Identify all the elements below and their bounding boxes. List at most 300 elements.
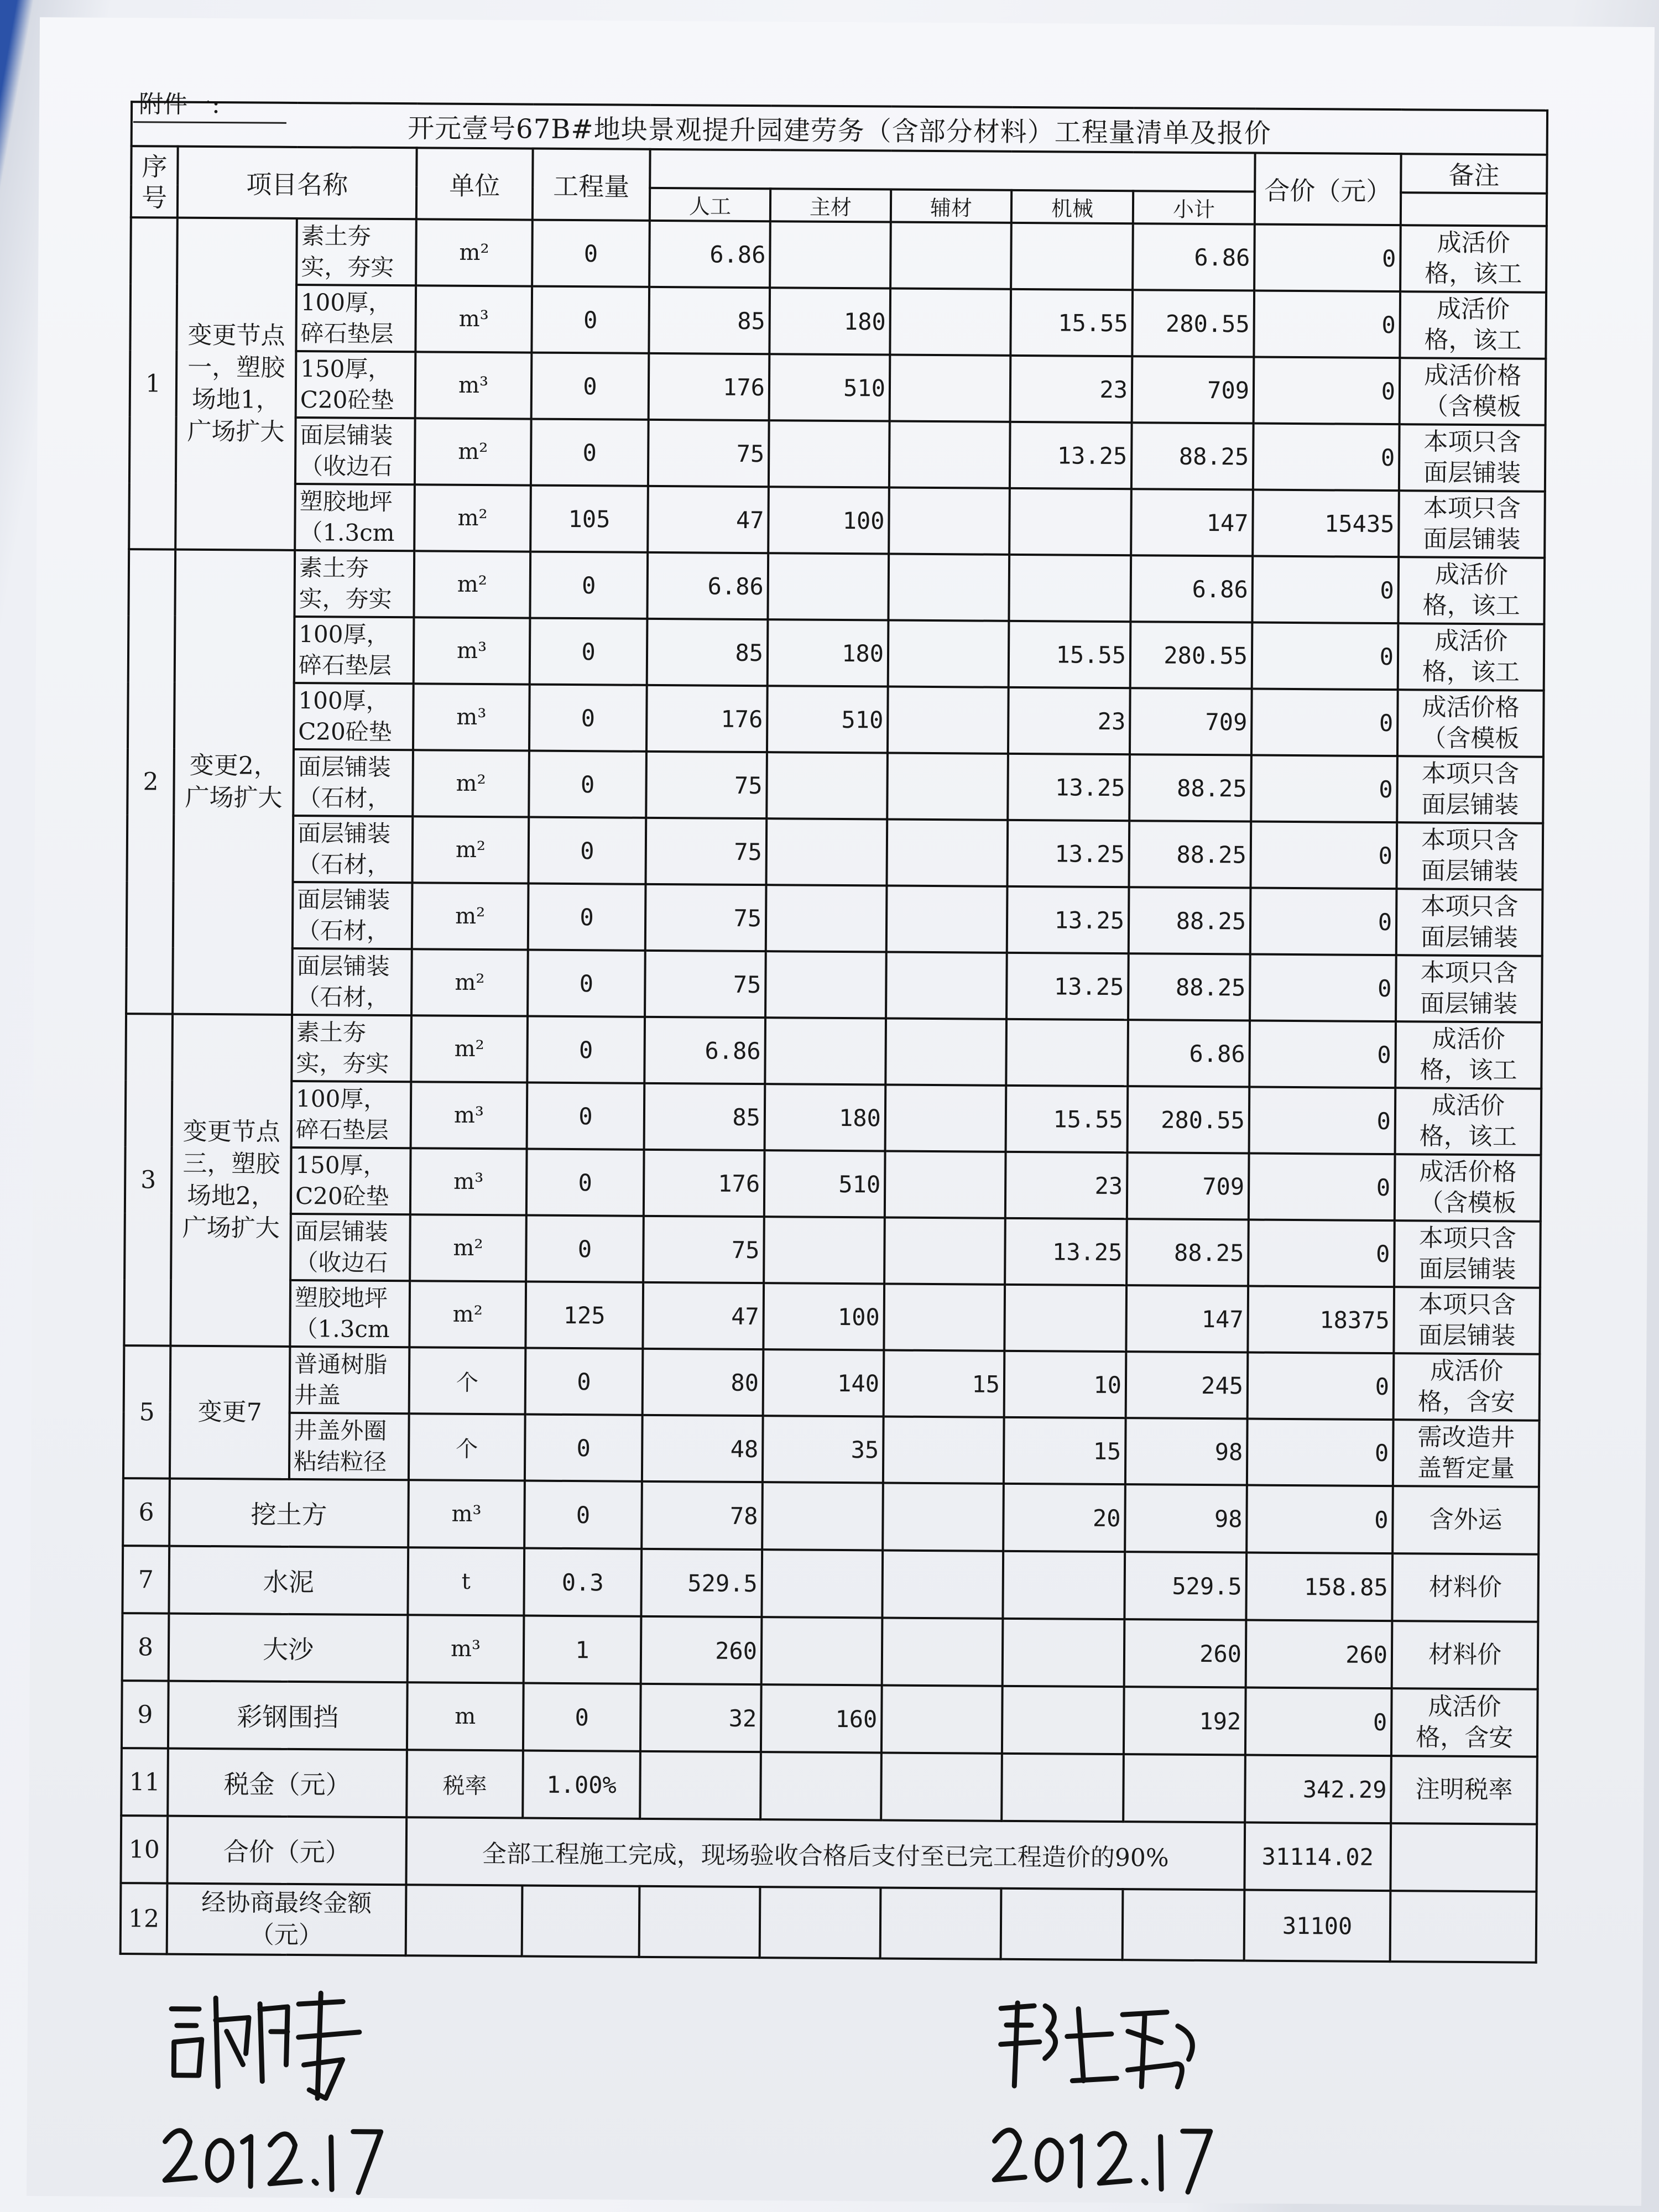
- item-name-cell: 普通树脂 井盖: [290, 1347, 410, 1413]
- labor-cell: 176: [649, 353, 770, 420]
- unit-cell: m²: [412, 883, 529, 950]
- main-material-cell: [766, 818, 888, 885]
- blank-cell: [1001, 1888, 1123, 1960]
- total-cell: 0: [1249, 1021, 1396, 1088]
- blank-cell: [1001, 1754, 1124, 1822]
- blank-cell: [406, 1885, 523, 1956]
- remark-cell: 成活价 格，该工: [1398, 623, 1545, 691]
- labor-cell: 48: [642, 1415, 763, 1482]
- remark-cell: 成活价格 （含模板: [1395, 1154, 1541, 1222]
- subtotal-cell: 98: [1125, 1484, 1247, 1552]
- total-cell: 0: [1245, 1687, 1392, 1756]
- subtotal-cell: 245: [1126, 1352, 1248, 1418]
- table-row: [123, 1412, 1540, 1487]
- machine-cell: 15: [1004, 1417, 1126, 1484]
- seq-cell: 7: [122, 1546, 169, 1614]
- subtotal-cell: 98: [1125, 1418, 1248, 1485]
- labor-cell: 47: [648, 486, 769, 553]
- unit-cell: m³: [410, 1148, 527, 1215]
- machine-cell: 15.55: [1010, 289, 1133, 356]
- labor-cell: 80: [643, 1349, 764, 1416]
- main-material-cell: [765, 1018, 886, 1084]
- item-name-cell: 150厚， C20砼垫: [296, 351, 416, 418]
- table-row: [130, 350, 1546, 425]
- table-row: [122, 1546, 1538, 1622]
- seq-cell: 9: [122, 1681, 169, 1749]
- aux-material-cell: [882, 1618, 1003, 1686]
- aux-material-cell: 15: [884, 1350, 1005, 1417]
- qty-cell: 1: [524, 1616, 641, 1684]
- table-row: [129, 483, 1545, 558]
- labor-cell: 6.86: [647, 552, 768, 619]
- blank-cell: [1123, 1754, 1245, 1822]
- signature-right-handwriting: [989, 1992, 1211, 2104]
- unit-cell: 个: [409, 1347, 526, 1414]
- unit-cell: m³: [408, 1480, 525, 1548]
- seq-cell: 8: [122, 1613, 169, 1681]
- unit-cell: m²: [411, 1015, 528, 1082]
- blank-cell: [760, 1887, 881, 1958]
- aux-material-cell: [888, 620, 1009, 687]
- qty-cell: 0: [524, 1481, 642, 1549]
- item-name-cell: 面层铺装 （收边石: [290, 1214, 410, 1281]
- machine-cell: 23: [1005, 1152, 1128, 1219]
- subtotal-cell: 147: [1131, 489, 1253, 556]
- item-name-cell: 素土夯 实，夯实: [294, 550, 414, 617]
- total-cell: 0: [1249, 1087, 1396, 1155]
- aux-material-cell: [890, 222, 1011, 289]
- qty-cell: 0: [529, 685, 647, 752]
- paper-sheet: [27, 17, 1655, 2206]
- header-row: [131, 146, 1547, 194]
- qty-cell: 0.3: [524, 1548, 641, 1616]
- labor-cell: 529.5: [641, 1549, 762, 1617]
- machine-cell: [1009, 488, 1131, 555]
- tax-row: [121, 1748, 1537, 1824]
- table-row: [129, 416, 1546, 492]
- item-name-cell: 面层铺装 （收边石: [295, 418, 415, 484]
- total-cell: 0: [1250, 888, 1397, 956]
- subtotal-cell: 88.25: [1128, 953, 1250, 1020]
- table-row: [126, 1014, 1542, 1089]
- machine-cell: [1003, 1551, 1125, 1619]
- group-name-cell: 变更7: [170, 1346, 290, 1479]
- qty-cell: 0: [528, 884, 646, 951]
- blank-cell: [522, 1886, 640, 1957]
- title-row: [132, 102, 1548, 155]
- aux-material-cell: [881, 1685, 1003, 1753]
- unit-cell: m³: [413, 684, 530, 750]
- table-row: [127, 748, 1543, 823]
- header-main_mat: 主材: [770, 189, 891, 222]
- tax-rate-value: 1.00%: [523, 1751, 640, 1819]
- unit-cell: 个: [409, 1413, 525, 1480]
- machine-cell: [1006, 1019, 1128, 1086]
- total-cell: 0: [1247, 1419, 1394, 1486]
- unit-cell: m²: [413, 750, 529, 817]
- item-name-cell: 面层铺装 （石材，: [293, 882, 413, 949]
- main-material-cell: [762, 1482, 883, 1550]
- remark-cell: 成活价 格，含安: [1391, 1688, 1538, 1757]
- aux-material-cell: [882, 1550, 1003, 1618]
- subtotal-cell: 6.86: [1128, 1020, 1250, 1087]
- main-material-cell: [761, 1550, 883, 1618]
- item-name-cell: 彩钢围挡: [168, 1681, 408, 1750]
- unit-cell: t: [408, 1547, 524, 1615]
- unit-cell: m²: [416, 219, 533, 286]
- final-label: 经协商最终金额 （元）: [167, 1884, 406, 1956]
- labor-cell: 32: [640, 1684, 761, 1752]
- table-row: [124, 1213, 1541, 1288]
- item-name-cell: 素土夯 实，夯实: [296, 218, 416, 285]
- aux-material-cell: [889, 488, 1010, 555]
- total-cell: 0: [1252, 556, 1399, 624]
- total-cell: 18375: [1248, 1286, 1394, 1354]
- total-cell: 0: [1250, 954, 1396, 1022]
- item-name-cell: 水泥: [169, 1546, 408, 1615]
- main-material-cell: [766, 752, 888, 819]
- qty-cell: 0: [526, 1215, 644, 1282]
- total-cell: 0: [1251, 689, 1398, 757]
- table-row: [124, 1345, 1540, 1421]
- total-cell: 0: [1254, 225, 1401, 292]
- aux-material-cell: [884, 1217, 1005, 1284]
- total-cell: 0: [1252, 623, 1399, 690]
- remark-cell: 本项只含 面层铺装: [1394, 1220, 1541, 1288]
- main-material-cell: 100: [768, 487, 889, 554]
- labor-cell: 176: [644, 1150, 765, 1217]
- qty-cell: 0: [532, 220, 650, 287]
- remark-cell: 本项只含 面层铺装: [1399, 424, 1546, 492]
- labor-cell: 75: [645, 951, 766, 1018]
- qty-cell: 0: [529, 817, 646, 884]
- aux-material-cell: [886, 886, 1008, 953]
- qty-cell: 0: [527, 1083, 645, 1150]
- machine-cell: 15.55: [1006, 1086, 1128, 1152]
- qty-cell: 0: [531, 419, 649, 486]
- labor-cell: 75: [643, 1216, 764, 1283]
- main-material-cell: [770, 221, 891, 288]
- date-left: [159, 2120, 381, 2200]
- qty-cell: 0: [525, 1348, 643, 1415]
- remark-cell: 本项只含 面层铺装: [1396, 889, 1543, 956]
- subtotal-cell: 280.55: [1132, 290, 1254, 357]
- aux-material-cell: [886, 820, 1008, 886]
- header-name: 项目名称: [178, 147, 417, 220]
- total-cell: 15435: [1253, 490, 1399, 557]
- remark-cell: 本项只含 面层铺装: [1397, 756, 1543, 823]
- remark-cell: 成活价 格，该工: [1400, 225, 1547, 293]
- unit-cell: m²: [415, 418, 531, 485]
- table-row: [122, 1681, 1538, 1757]
- total-cell: 0: [1254, 357, 1400, 425]
- unit-cell: m³: [411, 1082, 528, 1149]
- item-name-cell: 100厚， C20砼垫: [294, 683, 414, 750]
- main-material-cell: 160: [761, 1684, 882, 1752]
- item-name-cell: 素土夯 实，夯实: [291, 1015, 411, 1082]
- labor-cell: 75: [646, 752, 767, 818]
- labor-cell: 85: [649, 287, 770, 354]
- subtotal-cell: 6.86: [1133, 223, 1255, 290]
- qty-cell: 0: [531, 286, 649, 353]
- aux-material-cell: [888, 554, 1009, 621]
- blank-cell: [640, 1751, 761, 1819]
- total-cell: 0: [1250, 822, 1397, 889]
- aux-material-cell: [885, 1151, 1006, 1218]
- machine-cell: [1009, 555, 1131, 622]
- item-name-cell: 面层铺装 （石材，: [293, 816, 413, 883]
- qty-cell: 0: [531, 353, 649, 420]
- total-cell: 0: [1246, 1485, 1393, 1554]
- attachment-label: 附件一:: [139, 84, 220, 120]
- blank-cell: [1390, 1891, 1537, 1963]
- qty-cell: 0: [530, 552, 648, 619]
- date-left-handwriting: [159, 2120, 381, 2198]
- subtotal-cell: 6.86: [1130, 555, 1253, 622]
- main-material-cell: [768, 553, 889, 620]
- item-name-cell: 塑胶地坪 （1.3cm: [295, 484, 415, 551]
- total-cell: 0: [1248, 1353, 1394, 1420]
- unit-cell: m²: [414, 484, 531, 551]
- machine-cell: 20: [1003, 1484, 1125, 1552]
- subtotal-cell: 88.25: [1129, 887, 1251, 954]
- header-subtotal: 小计: [1133, 191, 1255, 224]
- sum-row: [121, 1815, 1537, 1892]
- total-cell: 0: [1251, 755, 1397, 823]
- main-material-cell: 510: [769, 354, 890, 421]
- remark-cell: 成活价 格，该工: [1400, 291, 1546, 359]
- labor-cell: 47: [643, 1282, 764, 1349]
- machine-cell: [1004, 1285, 1126, 1352]
- aux-material-cell: [890, 289, 1011, 356]
- seq-cell: 11: [121, 1748, 168, 1816]
- seq-cell: 1: [129, 217, 178, 550]
- header-remark-blank: [1401, 192, 1547, 226]
- machine-cell: 15.55: [1009, 621, 1131, 688]
- subtotal-cell: 529.5: [1124, 1552, 1246, 1620]
- aux-material-cell: [886, 952, 1007, 1019]
- qty-cell: 0: [525, 1415, 643, 1481]
- unit-cell: m²: [410, 1214, 526, 1281]
- machine-cell: 13.25: [1005, 1218, 1127, 1285]
- header-qty: 工程量: [533, 149, 650, 221]
- quotation-table: [119, 101, 1549, 1964]
- labor-cell: 75: [645, 884, 766, 951]
- aux-material-cell: [887, 753, 1008, 820]
- aux-material-cell: [885, 1084, 1006, 1151]
- unit-cell: m³: [414, 617, 530, 684]
- item-name-cell: 井盖外圈 粘结粒径: [289, 1413, 409, 1480]
- date-right-handwriting: [989, 2119, 1211, 2198]
- header-machine: 机械: [1011, 190, 1133, 223]
- aux-material-cell: [888, 687, 1009, 754]
- machine-cell: 13.25: [1007, 886, 1129, 953]
- item-name-cell: 100厚， 碎石垫层: [291, 1081, 411, 1148]
- seq-cell: 3: [124, 1014, 173, 1346]
- labor-cell: 85: [647, 619, 768, 686]
- aux-material-cell: [885, 1018, 1006, 1085]
- qty-cell: 125: [525, 1282, 643, 1349]
- subtotal-cell: 709: [1130, 688, 1252, 755]
- subtotal-cell: 192: [1124, 1687, 1246, 1755]
- labor-cell: 75: [646, 818, 767, 885]
- seq-cell: 10: [121, 1815, 168, 1884]
- item-name-cell: 面层铺装 （石材，: [292, 948, 412, 1015]
- total-cell: 0: [1248, 1220, 1395, 1287]
- qty-cell: 0: [528, 950, 645, 1017]
- total-cell: 158.85: [1246, 1552, 1392, 1621]
- remark-cell: 本项只含 面层铺装: [1396, 955, 1542, 1022]
- header-remark: 备注: [1401, 154, 1547, 194]
- machine-cell: 10: [1004, 1351, 1126, 1418]
- subtotal-cell: 709: [1127, 1152, 1249, 1219]
- unit-cell: m³: [408, 1615, 524, 1683]
- labor-cell: 78: [641, 1481, 763, 1550]
- subtotal-cell: 280.55: [1130, 622, 1253, 688]
- aux-material-cell: [890, 355, 1011, 422]
- table-row: [122, 1613, 1538, 1689]
- total-cell: 0: [1254, 291, 1400, 358]
- blank-cell: [881, 1752, 1002, 1820]
- blank-cell: [1123, 1889, 1245, 1960]
- main-material-cell: 510: [767, 686, 888, 753]
- item-name-cell: 大沙: [169, 1614, 408, 1683]
- subtotal-cell: 88.25: [1129, 754, 1251, 821]
- blank-cell: [1390, 1823, 1537, 1892]
- subtotal-cell: 260: [1124, 1619, 1246, 1687]
- unit-cell: m²: [409, 1281, 526, 1348]
- seq-cell: 12: [121, 1883, 168, 1954]
- seq-cell: 5: [123, 1345, 170, 1479]
- unit-cell: m³: [415, 352, 532, 419]
- labor-cell: 85: [644, 1083, 765, 1150]
- machine-cell: 13.25: [1006, 953, 1129, 1020]
- blank-cell: [760, 1752, 881, 1820]
- main-material-cell: [761, 1617, 883, 1685]
- signature-left: [160, 1987, 393, 2112]
- item-name-cell: 150厚， C20砼垫: [291, 1147, 411, 1214]
- final-total: 31100: [1244, 1890, 1391, 1961]
- subtotal-cell: 280.55: [1128, 1086, 1250, 1153]
- payment-terms: 全部工程施工完成，现场验收合格后支付至已完工程造价的90%: [406, 1817, 1245, 1890]
- tax-label: 税金（元）: [168, 1749, 407, 1818]
- remark-cell: 含外运: [1392, 1486, 1539, 1554]
- group-name-cell: 变更节点 一，塑胶 场地1， 广场扩大: [175, 218, 297, 550]
- main-material-cell: [769, 420, 890, 487]
- final-row: [121, 1883, 1537, 1963]
- remark-cell: 本项只含 面层铺装: [1399, 491, 1545, 558]
- header-aux_mat: 辅材: [891, 190, 1011, 223]
- remark-cell: 成活价 格，该工: [1395, 1021, 1542, 1089]
- sum-label: 合价（元）: [167, 1816, 406, 1885]
- total-cell: 0: [1249, 1154, 1395, 1221]
- item-name-cell: 面层铺装 （石材，: [293, 749, 413, 816]
- machine-cell: 13.25: [1008, 754, 1130, 821]
- item-name-cell: 100厚， 碎石垫层: [296, 285, 416, 352]
- qty-cell: 0: [526, 1149, 644, 1216]
- item-name-cell: 挖土方: [169, 1479, 409, 1548]
- header-total: 合价（元）: [1255, 153, 1401, 226]
- machine-cell: 13.25: [1010, 422, 1132, 489]
- unit-cell: m²: [414, 551, 530, 618]
- main-material-cell: 180: [765, 1084, 886, 1151]
- remark-cell: 本项只含 面层铺装: [1394, 1287, 1540, 1354]
- total-cell: 260: [1246, 1620, 1392, 1688]
- table-row: [128, 615, 1545, 691]
- subtotal-cell: 88.25: [1129, 821, 1251, 888]
- labor-cell: 260: [641, 1616, 762, 1684]
- remark-cell: 成活价 格，该工: [1398, 557, 1545, 624]
- machine-cell: [1002, 1686, 1124, 1754]
- tax-rate-label: 税率: [406, 1750, 523, 1818]
- labor-cell: 176: [646, 685, 768, 752]
- item-name-cell: 100厚， 碎石垫层: [294, 617, 414, 684]
- group-name-cell: 变更节点 三，塑胶 场地2， 广场扩大: [170, 1014, 292, 1347]
- subtotal-cell: 709: [1132, 356, 1254, 423]
- remark-cell: 成活价 格，含安: [1394, 1353, 1540, 1421]
- main-material-cell: 140: [763, 1349, 884, 1416]
- table-row: [124, 1279, 1540, 1354]
- unit-cell: m²: [411, 949, 528, 1016]
- machine-cell: 23: [1010, 356, 1133, 422]
- remark-cell: 本项只含 面层铺装: [1396, 822, 1543, 890]
- seq-cell: 2: [126, 549, 175, 1014]
- sum-total: 31114.02: [1244, 1822, 1391, 1891]
- qty-cell: 0: [529, 751, 646, 818]
- main-material-cell: 180: [768, 619, 889, 686]
- table-row: [126, 947, 1542, 1022]
- machine-cell: 13.25: [1007, 820, 1129, 887]
- labor-cell: 75: [648, 420, 769, 487]
- qty-cell: 0: [527, 1016, 645, 1083]
- item-name-cell: 塑胶地坪 （1.3cm: [290, 1280, 410, 1347]
- tax-total: 342.29: [1245, 1755, 1391, 1823]
- aux-material-cell: [883, 1483, 1004, 1551]
- labor-cell: 6.86: [649, 221, 770, 288]
- aux-material-cell: [883, 1416, 1004, 1483]
- unit-cell: m: [407, 1682, 524, 1750]
- subtotal-cell: 88.25: [1131, 422, 1254, 489]
- total-cell: 0: [1253, 424, 1400, 491]
- subtotal-cell: 88.25: [1126, 1219, 1249, 1286]
- qty-cell: 0: [530, 618, 648, 685]
- main-material-cell: 180: [769, 288, 890, 354]
- table-row: [126, 1080, 1542, 1155]
- table-row: [130, 284, 1546, 359]
- blank-cell: [880, 1887, 1001, 1959]
- seq-cell: 6: [123, 1478, 170, 1546]
- remark-cell: 材料价: [1392, 1553, 1538, 1622]
- machine-cell: [1003, 1619, 1125, 1687]
- qty-cell: 105: [530, 486, 648, 552]
- table-row: [127, 881, 1543, 956]
- signature-right: [989, 1992, 1211, 2106]
- tax-note: 注明税率: [1391, 1756, 1537, 1824]
- table-row: [125, 1146, 1541, 1222]
- table-title: 开元壹号67B#地块景观提升园建劳务（含部分材料）工程量清单及报价: [132, 102, 1548, 155]
- remark-cell: 成活价 格，该工: [1395, 1088, 1542, 1155]
- date-right: [989, 2119, 1211, 2200]
- header-price-group: [650, 149, 1255, 192]
- labor-cell: 6.86: [644, 1017, 765, 1084]
- unit-cell: m³: [415, 285, 532, 352]
- table-row: [127, 815, 1543, 890]
- qty-cell: 0: [523, 1683, 641, 1751]
- remark-cell: 成活价格 （含模板: [1397, 690, 1544, 757]
- remark-cell: 需改造井 盖暂定量: [1393, 1420, 1540, 1487]
- main-material-cell: [764, 1217, 885, 1284]
- signature-left-handwriting: [160, 1987, 393, 2110]
